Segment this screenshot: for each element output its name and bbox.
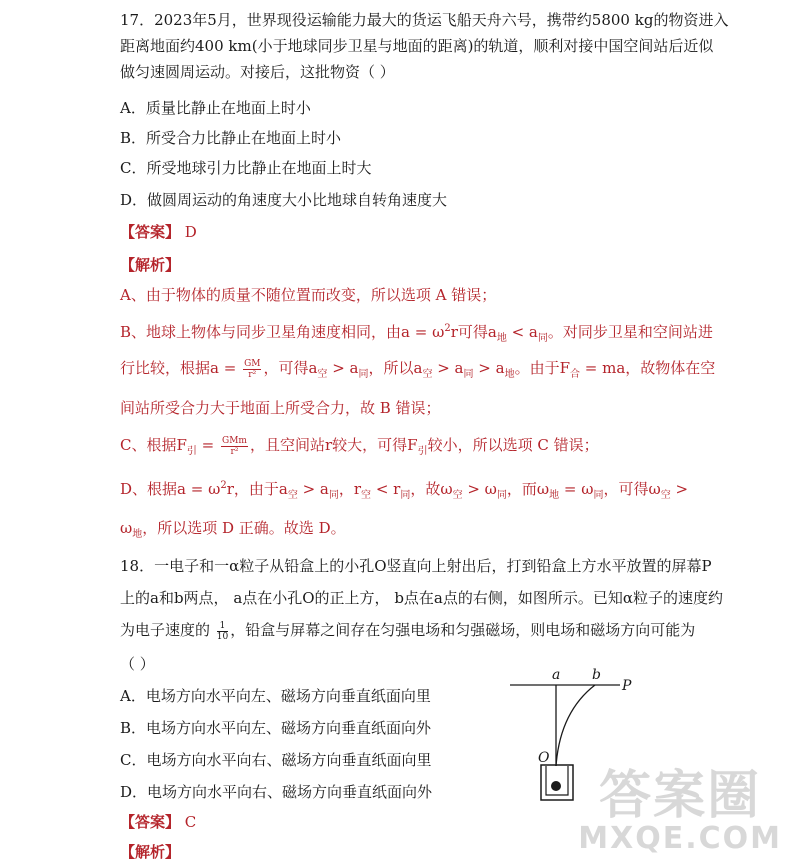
subscript: 空 bbox=[660, 490, 671, 501]
q17-analysis-b-line2 bbox=[120, 358, 715, 385]
text-run: 为电子速度的 bbox=[120, 621, 211, 639]
label-b: b bbox=[592, 667, 601, 683]
q17-analysis-b-line1 bbox=[120, 319, 713, 349]
q17-analysis-b-line3: 间站所受合力大于地面上所受合力，故 B 错误； bbox=[120, 399, 441, 417]
fraction-numerator: GMm bbox=[222, 435, 247, 446]
subscript: 空 bbox=[361, 490, 372, 501]
label-a: a bbox=[552, 667, 561, 683]
text-run: 。对同步卫星和空间站进 bbox=[547, 323, 713, 341]
text-run: = ma，故物体在空 bbox=[579, 359, 716, 377]
q18-answer bbox=[120, 812, 196, 832]
q18-analysis-tag: 【解析】 bbox=[120, 843, 181, 861]
q17-stem-line2: 距离地面约400 km(小于地球同步卫星与地面的距离)的轨道，顺利对接中国空间站后近似 bbox=[120, 37, 714, 55]
q17-answer bbox=[120, 222, 197, 242]
label-p: P bbox=[622, 678, 632, 694]
text-run: D、根据a = ω bbox=[120, 480, 221, 498]
q17-option-c: C．所受地球引力比静止在地面上时大 bbox=[120, 159, 372, 177]
subscript: 空 bbox=[452, 490, 463, 501]
text-run: r可得a bbox=[450, 323, 497, 341]
q17-option-a: A．质量比静止在地面上时小 bbox=[120, 99, 311, 117]
text-run: 行比较，根据a = bbox=[120, 359, 237, 377]
q17-analysis-c bbox=[120, 435, 599, 462]
subscript: 地 bbox=[132, 529, 143, 540]
subscript: 地 bbox=[549, 490, 560, 501]
subscript: 地 bbox=[504, 369, 515, 380]
subscript: 合 bbox=[569, 369, 580, 380]
text-run: > a bbox=[473, 359, 505, 377]
q17-analysis-tag: 【解析】 bbox=[120, 256, 181, 274]
watermark bbox=[578, 768, 782, 854]
subscript: 引 bbox=[417, 446, 428, 457]
fraction-gmm-r2 bbox=[221, 436, 248, 457]
subscript: 同 bbox=[400, 490, 411, 501]
text-run: ，所以a bbox=[368, 359, 423, 377]
fraction-denominator: 10 bbox=[216, 631, 229, 642]
text-run: ，r bbox=[338, 480, 362, 498]
text-run: B、地球上物体与同步卫星角速度相同，由a = ω bbox=[120, 323, 445, 341]
fraction-numerator: 1 bbox=[217, 621, 228, 632]
q17-option-d: D．做圆周运动的角速度大小比地球自转角速度大 bbox=[120, 191, 448, 209]
radioactive-source bbox=[551, 781, 561, 791]
text-run: < r bbox=[371, 480, 401, 498]
answer-tag: 【答案】 bbox=[120, 813, 181, 831]
superscript: 2 bbox=[220, 480, 227, 491]
subscript: 同 bbox=[328, 490, 339, 501]
text-run: = bbox=[196, 436, 215, 454]
q18-stem-line3 bbox=[120, 620, 695, 642]
fraction-denominator: r² bbox=[248, 369, 257, 380]
subscript: 同 bbox=[463, 369, 474, 380]
answer-value: C bbox=[184, 813, 197, 831]
q17-stem-line1: 17．2023年5月，世界现役运输能力最大的货运飞船天舟六号，携带约5800 kg的物资进入 bbox=[120, 11, 729, 29]
curved-path bbox=[556, 685, 595, 766]
q17-stem-line3: 做匀速圆周运动。对接后，这批物资（ ） bbox=[120, 63, 395, 81]
text-run: > ω bbox=[462, 480, 497, 498]
q18-option-a: A．电场方向水平向左、磁场方向垂直纸面向里 bbox=[120, 687, 431, 705]
fraction-gm-r2 bbox=[243, 359, 261, 380]
q17-analysis-d-line1 bbox=[120, 476, 688, 506]
text-run: ，铅盒与屏幕之间存在匀强电场和匀强磁场，则电场和磁场方向可能为 bbox=[230, 621, 696, 639]
subscript: 同 bbox=[593, 490, 604, 501]
answer-value: D bbox=[184, 223, 197, 241]
text-run: ，故ω bbox=[410, 480, 453, 498]
q18-option-c: C．电场方向水平向右、磁场方向垂直纸面向里 bbox=[120, 751, 432, 769]
q17-analysis-a: A、由于物体的质量不随位置而改变，所以选项 A 错误； bbox=[120, 286, 497, 304]
subscript: 空 bbox=[317, 369, 328, 380]
text-run: > a bbox=[432, 359, 464, 377]
text-run: ，而ω bbox=[506, 480, 550, 498]
subscript: 同 bbox=[537, 333, 548, 344]
q18-stem-line2: 上的a和b两点， a点在小孔O的正上方， b点在a点的右侧，如图所示。已知α粒子的速度约 bbox=[120, 589, 723, 607]
q17-analysis-d-line2 bbox=[120, 518, 346, 545]
answer-tag: 【答案】 bbox=[120, 223, 181, 241]
superscript: 2 bbox=[444, 323, 451, 334]
text-run: < a bbox=[506, 323, 538, 341]
subscript: 引 bbox=[186, 446, 197, 457]
text-run: ，可得ω bbox=[603, 480, 661, 498]
fraction-numerator: GM bbox=[244, 358, 261, 369]
q18-option-b: B．电场方向水平向左、磁场方向垂直纸面向外 bbox=[120, 719, 432, 737]
subscript: 空 bbox=[287, 490, 298, 501]
subscript: 空 bbox=[422, 369, 433, 380]
fraction-one-tenth bbox=[217, 621, 228, 642]
subscript: 同 bbox=[496, 490, 507, 501]
text-run: > bbox=[670, 480, 689, 498]
q17-option-b: B．所受合力比静止在地面上时小 bbox=[120, 129, 342, 147]
text-run: > a bbox=[297, 480, 329, 498]
text-run: ，且空间站r较大，可得F bbox=[249, 436, 418, 454]
text-run: C、根据F bbox=[120, 436, 187, 454]
subscript: 同 bbox=[358, 369, 369, 380]
text-run: ，可得a bbox=[263, 359, 318, 377]
q18-stem-line4: （ ） bbox=[120, 655, 155, 673]
watermark-en: MXQE.COM bbox=[578, 821, 782, 856]
label-o: O bbox=[538, 750, 550, 766]
text-run: ，所以选项 D 正确。故选 D。 bbox=[142, 519, 346, 537]
text-run: r，由于a bbox=[226, 480, 288, 498]
fraction-denominator: r² bbox=[230, 446, 239, 457]
text-run: = ω bbox=[559, 480, 594, 498]
text-run: 。由于F bbox=[514, 359, 570, 377]
text-run: > a bbox=[327, 359, 359, 377]
watermark-cn: 答案圈 bbox=[599, 766, 762, 826]
subscript: 地 bbox=[496, 333, 507, 344]
q18-option-d: D．电场方向水平向右、磁场方向垂直纸面向外 bbox=[120, 783, 433, 801]
text-run: 较小，所以选项 C 错误； bbox=[427, 436, 599, 454]
text-run: ω bbox=[120, 519, 133, 537]
q18-stem-line1: 18．一电子和一α粒子从铅盒上的小孔O竖直向上射出后，打到铅盒上方水平放置的屏幕P bbox=[120, 557, 712, 575]
